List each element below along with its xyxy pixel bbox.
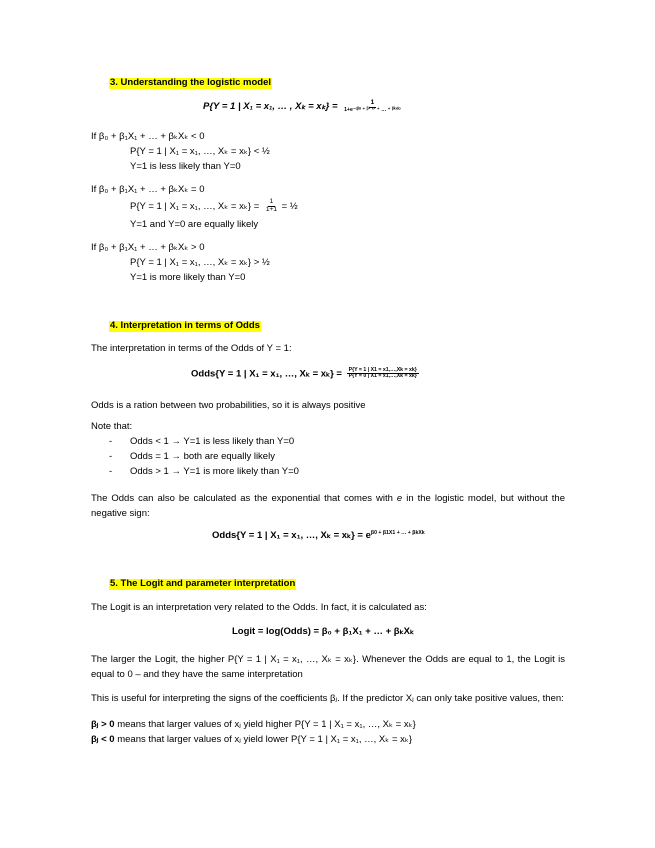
logistic-formula-lhs: P{Y = 1 | X₁ = x₁, … , Xₖ = xₖ} = <box>203 101 338 113</box>
negative-beta-line <box>91 735 412 746</box>
positive-beta-symbol: βⱼ > 0 <box>91 719 115 730</box>
bullet-marker: - <box>109 451 113 462</box>
negative-beta-text: means that larger values of xⱼ yield lower P{Y = 1 | X₁ = x₁, …, Xₖ = xₖ} <box>114 734 413 745</box>
case-2-text: Y=1 and Y=0 are equally likely <box>130 219 259 230</box>
logistic-formula-numerator: 1 <box>370 99 375 106</box>
logistic-formula <box>203 100 403 113</box>
section-5-heading: 5. The Logit and parameter interpretation <box>110 578 296 589</box>
case-3-text: Y=1 is more likely than Y=0 <box>130 272 246 283</box>
section-3-heading: 3. Understanding the logistic model <box>110 77 271 88</box>
section-4-heading: 4. Interpretation in terms of Odds <box>110 320 260 331</box>
case-2-condition: If β₀ + β₁X₁ + … + βₖXₖ = 0 <box>91 184 205 195</box>
negative-beta-symbol: βⱼ < 0 <box>91 734 115 745</box>
odds-formula <box>191 368 419 380</box>
case-3-probability: P{Y = 1 | X₁ = x₁, …, Xₖ = xₖ} > ½ <box>130 257 270 268</box>
odds-intro: The interpretation in terms of the Odds of Y = 1: <box>91 343 292 354</box>
logistic-formula-denominator: 1+e⁻⁽ᵝ⁰ ⁺ ᵝ¹ ˣ¹ ⁺ … ⁺ ᵝᵏˣᵏ⁾ <box>344 106 401 113</box>
odds-formula-numerator: P{Y = 1 | X1 = x1,…,Xk = xk} <box>348 367 417 373</box>
note-label: Note that: <box>91 421 133 432</box>
case-2-probability <box>130 199 298 214</box>
odds-exponential-formula <box>212 531 425 542</box>
odds-bullet-3: Odds > 1 → Y=1 is more likely than Y=0 <box>130 466 299 477</box>
e-symbol: e <box>396 493 403 504</box>
logit-formula: Logit = log(Odds) = β₀ + β₁X₁ + … + βₖXₖ <box>232 626 414 637</box>
odds-formula-denominator: P{Y = 0 | X1 = x1,…,Xk = xk} <box>348 373 417 380</box>
bullet-marker: - <box>109 436 113 447</box>
case-2-probability-lhs: P{Y = 1 | X₁ = x₁, …, Xₖ = xₖ} = <box>130 200 260 212</box>
odds-exponential-exponent: β0 + β1X1 + … + βkXk <box>370 530 425 536</box>
odds-exponential-lhs: Odds{Y = 1 | X₁ = x₁, …, Xₖ = xₖ} = e <box>212 530 371 542</box>
case-2-result: = ½ <box>281 200 298 212</box>
odds-exponential-text <box>91 491 565 521</box>
odds-positive-text: Odds is a ration between two probabilities, so it is always positive <box>91 400 366 411</box>
positive-beta-line <box>91 720 416 731</box>
odds-bullet-1: Odds < 1 → Y=1 is less likely than Y=0 <box>130 436 295 447</box>
odds-exponential-text-part2: in the logistic model, but without the negative sign: <box>91 493 565 519</box>
case-1-probability: P{Y = 1 | X₁ = x₁, …, Xₖ = xₖ} < ½ <box>130 146 270 157</box>
odds-bullet-2: Odds = 1 → both are equally likely <box>130 451 275 462</box>
odds-formula-fraction <box>347 368 419 380</box>
logit-intro: The Logit is an interpretation very related to the Odds. In fact, it is calculated as: <box>91 602 427 613</box>
logistic-formula-fraction <box>342 100 403 113</box>
case-2-denominator: 1+1 <box>265 205 277 213</box>
logit-larger-text: The larger the Logit, the higher P{Y = 1 | X₁ = x₁, …, Xₖ = xₖ}. Whenever the Odds are equal to 1, the Logit is equal to 0 – and they have the same interpretation <box>91 654 565 680</box>
odds-formula-lhs: Odds{Y = 1 | X₁ = x₁, …, Xₖ = xₖ} = <box>191 368 342 380</box>
positive-beta-text: means that larger values of xⱼ yield higher P{Y = 1 | X₁ = x₁, …, Xₖ = xₖ} <box>114 719 416 730</box>
case-1-condition: If β₀ + β₁X₁ + … + βₖXₖ < 0 <box>91 131 205 142</box>
case-1-text: Y=1 is less likely than Y=0 <box>130 161 241 172</box>
case-3-condition: If β₀ + β₁X₁ + … + βₖXₖ > 0 <box>91 242 205 253</box>
odds-exponential-text-part1: The Odds can also be calculated as the exponential that comes with <box>91 493 393 504</box>
bullet-marker: - <box>109 466 113 477</box>
logit-useful-text: This is useful for interpreting the signs of the coefficients βⱼ. If the predictor Xⱼ can only take positive values, then: <box>91 693 564 704</box>
case-2-numerator: 1 <box>269 198 274 205</box>
case-2-fraction <box>264 199 279 214</box>
